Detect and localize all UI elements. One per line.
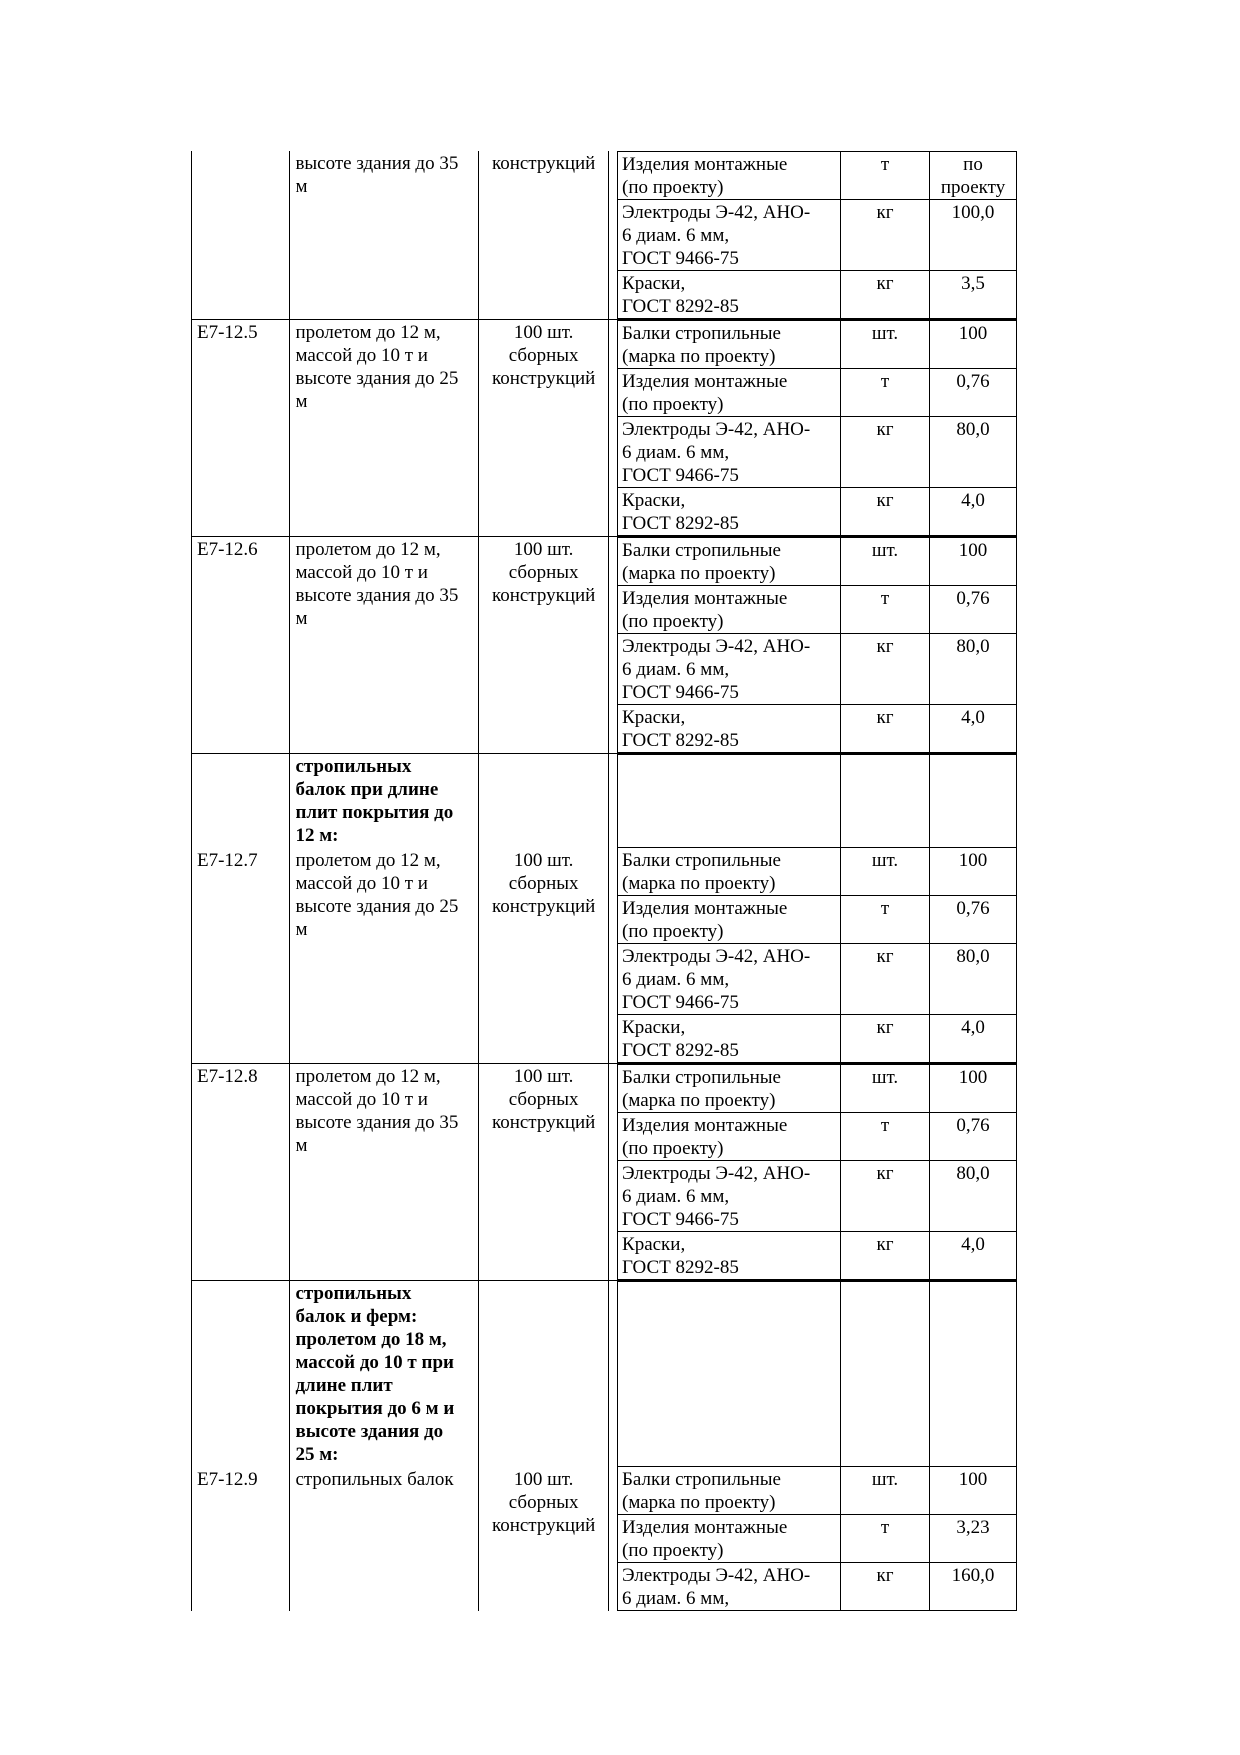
material-unit: кг bbox=[876, 636, 894, 657]
material-name-line: (марка по проекту) bbox=[622, 1090, 776, 1111]
material-row bbox=[617, 1515, 1017, 1563]
description-line: высоте здания до 25 bbox=[295, 896, 459, 917]
material-name-cell bbox=[618, 944, 840, 1014]
material-qty-cell bbox=[929, 1282, 1016, 1466]
measure-unit-line: сборных bbox=[508, 345, 579, 366]
description-line: высоте здания до 35 bbox=[295, 1112, 459, 1133]
material-qty-line: 160,0 bbox=[951, 1565, 995, 1586]
unit-cell bbox=[478, 1064, 609, 1280]
material-unit-cell bbox=[840, 321, 929, 368]
material-row bbox=[617, 1064, 1017, 1113]
material-name-line: Электроды Э-42, АНО- bbox=[622, 946, 811, 967]
material-qty-line: 3,23 bbox=[956, 1517, 990, 1538]
unit-cell bbox=[478, 848, 609, 1063]
material-unit-cell bbox=[840, 271, 929, 318]
material-name-line: ГОСТ 9466-75 bbox=[622, 992, 739, 1013]
material-row bbox=[617, 271, 1017, 319]
material-name-cell bbox=[618, 1015, 840, 1062]
description-cell bbox=[289, 848, 478, 1063]
material-name-line: ГОСТ 9466-75 bbox=[622, 1209, 739, 1230]
material-unit-cell bbox=[840, 538, 929, 585]
material-row bbox=[617, 1232, 1017, 1280]
measure-unit-line: 100 шт. bbox=[513, 322, 574, 343]
material-qty-cell bbox=[929, 488, 1016, 535]
material-qty-line: 100 bbox=[958, 323, 988, 344]
material-name-line: (по проекту) bbox=[622, 921, 724, 942]
material-row bbox=[617, 369, 1017, 417]
material-row bbox=[617, 896, 1017, 944]
material-qty-cell bbox=[929, 152, 1016, 199]
section-heading-text: пролетом до 18 м, bbox=[295, 1329, 447, 1350]
material-unit: шт. bbox=[871, 540, 899, 561]
material-unit: т bbox=[880, 371, 890, 392]
item-code: Е7-12.7 bbox=[197, 850, 258, 871]
measure-unit-line: сборных bbox=[508, 1492, 579, 1513]
material-row bbox=[617, 151, 1017, 200]
material-name-cell bbox=[618, 1515, 840, 1562]
material-qty-line: 4,0 bbox=[961, 1017, 985, 1038]
material-name-line: (по проекту) bbox=[622, 394, 724, 415]
material-unit-cell bbox=[840, 200, 929, 270]
material-qty-cell bbox=[929, 634, 1016, 704]
materials-block bbox=[617, 848, 1017, 1063]
material-name-cell bbox=[618, 417, 840, 487]
material-unit-cell bbox=[840, 152, 929, 199]
materials-block bbox=[617, 320, 1017, 536]
material-unit-cell bbox=[840, 634, 929, 704]
material-row bbox=[617, 848, 1017, 896]
material-unit: кг bbox=[876, 202, 894, 223]
material-unit: т bbox=[880, 1517, 890, 1538]
material-qty-cell bbox=[929, 369, 1016, 416]
item-code: Е7-12.5 bbox=[197, 322, 258, 343]
material-name-line: 6 диам. 6 мм, bbox=[622, 442, 730, 463]
material-name-cell bbox=[618, 1113, 840, 1160]
section-heading-text: стропильных bbox=[295, 756, 412, 777]
material-name-cell bbox=[618, 896, 840, 943]
material-qty-line: 100 bbox=[958, 850, 988, 871]
material-unit-cell bbox=[840, 705, 929, 752]
material-row bbox=[617, 1467, 1017, 1515]
material-name-line: ГОСТ 8292-85 bbox=[622, 513, 739, 534]
material-name-cell bbox=[618, 488, 840, 535]
heading-cell bbox=[289, 754, 478, 848]
measure-unit-line: конструкций bbox=[491, 1515, 596, 1536]
material-name-cell bbox=[618, 755, 840, 847]
material-name-line: Электроды Э-42, АНО- bbox=[622, 202, 811, 223]
material-unit-cell bbox=[840, 1113, 929, 1160]
description-line: пролетом до 12 м, bbox=[295, 850, 441, 871]
material-qty-cell bbox=[929, 705, 1016, 752]
material-qty-line: 80,0 bbox=[956, 636, 990, 657]
material-qty-line: 100 bbox=[958, 1469, 988, 1490]
material-row bbox=[617, 634, 1017, 705]
material-qty-line: 3,5 bbox=[961, 273, 985, 294]
material-unit-cell bbox=[840, 369, 929, 416]
material-unit-cell bbox=[840, 488, 929, 535]
description-line: стропильных балок bbox=[295, 1469, 454, 1490]
item-code: Е7-12.9 bbox=[197, 1469, 258, 1490]
material-unit-cell bbox=[840, 1563, 929, 1610]
material-qty-cell bbox=[929, 848, 1016, 895]
material-name-cell bbox=[618, 1467, 840, 1514]
material-qty-line: 80,0 bbox=[956, 946, 990, 967]
material-row bbox=[617, 1113, 1017, 1161]
material-qty-cell bbox=[929, 896, 1016, 943]
material-unit-cell bbox=[840, 1467, 929, 1514]
table-row bbox=[191, 536, 1017, 753]
material-unit: кг bbox=[876, 946, 894, 967]
material-name-line: (марка по проекту) bbox=[622, 563, 776, 584]
description-line: м bbox=[295, 176, 308, 197]
material-qty-cell bbox=[929, 1467, 1016, 1514]
code-cell bbox=[191, 848, 289, 1063]
material-row bbox=[617, 320, 1017, 369]
table-row bbox=[191, 151, 1017, 319]
description-line: массой до 10 т и bbox=[295, 562, 428, 583]
measure-unit-line: конструкций bbox=[491, 368, 596, 389]
material-name-line: Электроды Э-42, АНО- bbox=[622, 636, 811, 657]
material-qty-cell bbox=[929, 1563, 1016, 1610]
material-name-line: Краски, bbox=[622, 273, 686, 294]
material-name-line: Электроды Э-42, АНО- bbox=[622, 419, 811, 440]
material-name-line: ГОСТ 9466-75 bbox=[622, 682, 739, 703]
material-unit: шт. bbox=[871, 323, 899, 344]
materials-block bbox=[617, 151, 1017, 319]
material-unit-cell bbox=[840, 1232, 929, 1279]
description-line: массой до 10 т и bbox=[295, 873, 428, 894]
materials-block bbox=[617, 1064, 1017, 1280]
measure-unit-line: 100 шт. bbox=[513, 1469, 574, 1490]
material-qty-cell bbox=[929, 538, 1016, 585]
material-name-line: Краски, bbox=[622, 1017, 686, 1038]
table-row bbox=[191, 319, 1017, 536]
material-name-cell bbox=[618, 1161, 840, 1231]
material-qty-cell bbox=[929, 944, 1016, 1014]
unit-cell bbox=[478, 320, 609, 536]
material-row bbox=[617, 1161, 1017, 1232]
code-cell bbox=[191, 537, 289, 753]
measure-unit-line: конструкций bbox=[491, 1112, 596, 1133]
material-qty-line: 0,76 bbox=[956, 371, 990, 392]
measure-unit-line: сборных bbox=[508, 562, 579, 583]
material-name-line: Изделия монтажные bbox=[622, 1115, 788, 1136]
section-heading-row bbox=[191, 1280, 1017, 1467]
description-line: массой до 10 т и bbox=[295, 345, 428, 366]
material-name-line: Изделия монтажные bbox=[622, 588, 788, 609]
material-name-line: (марка по проекту) bbox=[622, 1492, 776, 1513]
material-unit-cell bbox=[840, 586, 929, 633]
material-row bbox=[617, 1563, 1017, 1611]
material-name-cell bbox=[618, 1065, 840, 1112]
material-name-line: 6 диам. 6 мм, bbox=[622, 1186, 730, 1207]
item-code: Е7-12.6 bbox=[197, 539, 258, 560]
material-unit: кг bbox=[876, 419, 894, 440]
unit-cell bbox=[478, 1281, 609, 1467]
material-unit: кг bbox=[876, 490, 894, 511]
material-qty-cell bbox=[929, 1065, 1016, 1112]
material-name-line: ГОСТ 9466-75 bbox=[622, 248, 739, 269]
material-name-cell bbox=[618, 1563, 840, 1610]
material-name-cell bbox=[618, 200, 840, 270]
material-name-cell bbox=[618, 705, 840, 752]
material-name-line: 6 диам. 6 мм, bbox=[622, 225, 730, 246]
unit-cell bbox=[478, 1467, 609, 1611]
material-unit: кг bbox=[876, 1565, 894, 1586]
material-name-line: ГОСТ 8292-85 bbox=[622, 1257, 739, 1278]
heading-cell bbox=[289, 1281, 478, 1467]
material-qty-line: 100 bbox=[958, 1067, 988, 1088]
material-name-cell bbox=[618, 538, 840, 585]
code-cell bbox=[191, 151, 289, 319]
material-qty-cell bbox=[929, 1015, 1016, 1062]
material-name-line: (марка по проекту) bbox=[622, 873, 776, 894]
material-unit: кг bbox=[876, 707, 894, 728]
materials-block bbox=[617, 1467, 1017, 1611]
measure-unit-line: конструкций bbox=[491, 153, 596, 174]
material-row bbox=[617, 1281, 1017, 1467]
section-heading-text: покрытия до 6 м и bbox=[295, 1398, 455, 1419]
material-qty-cell bbox=[929, 417, 1016, 487]
material-qty-line: 100 bbox=[958, 540, 988, 561]
material-unit: т bbox=[880, 588, 890, 609]
material-name-line: 6 диам. 6 мм, bbox=[622, 659, 730, 680]
description-line: пролетом до 12 м, bbox=[295, 539, 441, 560]
material-name-line: Балки стропильные bbox=[622, 1469, 781, 1490]
description-line: высоте здания до 25 bbox=[295, 368, 459, 389]
material-name-cell bbox=[618, 369, 840, 416]
code-cell bbox=[191, 320, 289, 536]
material-unit: т bbox=[880, 1115, 890, 1136]
material-name-line: 6 диам. 6 мм, bbox=[622, 1588, 730, 1609]
section-heading-text: длине плит bbox=[295, 1375, 393, 1396]
measure-unit-line: 100 шт. bbox=[513, 539, 574, 560]
material-row bbox=[617, 754, 1017, 848]
section-heading-text: 25 м: bbox=[295, 1444, 339, 1465]
section-heading-row bbox=[191, 753, 1017, 848]
material-name-line: Электроды Э-42, АНО- bbox=[622, 1163, 811, 1184]
norms-table bbox=[191, 151, 1017, 1611]
material-name-line: Краски, bbox=[622, 490, 686, 511]
section-heading-text: плит покрытия до bbox=[295, 802, 454, 823]
material-name-line: (по проекту) bbox=[622, 177, 724, 198]
material-qty-line: проекту bbox=[940, 177, 1006, 198]
material-unit: т bbox=[880, 898, 890, 919]
material-name-line: Краски, bbox=[622, 707, 686, 728]
material-qty-line: 0,76 bbox=[956, 1115, 990, 1136]
section-heading-text: стропильных bbox=[295, 1283, 412, 1304]
material-row bbox=[617, 944, 1017, 1015]
material-unit: кг bbox=[876, 1234, 894, 1255]
code-cell bbox=[191, 1467, 289, 1611]
item-code: Е7-12.8 bbox=[197, 1066, 258, 1087]
description-line: м bbox=[295, 391, 308, 412]
table-row bbox=[191, 1467, 1017, 1611]
material-name-line: ГОСТ 8292-85 bbox=[622, 730, 739, 751]
material-name-line: Изделия монтажные bbox=[622, 154, 788, 175]
material-qty-cell bbox=[929, 586, 1016, 633]
material-unit: кг bbox=[876, 1017, 894, 1038]
unit-cell bbox=[478, 537, 609, 753]
material-unit-cell bbox=[840, 1161, 929, 1231]
description-cell bbox=[289, 1467, 478, 1611]
table-row bbox=[191, 848, 1017, 1063]
material-unit-cell bbox=[840, 417, 929, 487]
description-cell bbox=[289, 320, 478, 536]
measure-unit-line: 100 шт. bbox=[513, 1066, 574, 1087]
description-line: высоте здания до 35 bbox=[295, 153, 459, 174]
material-name-cell bbox=[618, 1282, 840, 1466]
description-line: м bbox=[295, 1135, 308, 1156]
material-row bbox=[617, 586, 1017, 634]
materials-block bbox=[617, 1281, 1017, 1467]
material-unit-cell bbox=[840, 1282, 929, 1466]
material-name-cell bbox=[618, 848, 840, 895]
material-qty-cell bbox=[929, 1161, 1016, 1231]
material-row bbox=[617, 537, 1017, 586]
material-qty-line: 0,76 bbox=[956, 588, 990, 609]
material-row bbox=[617, 1015, 1017, 1063]
material-name-line: (марка по проекту) bbox=[622, 346, 776, 367]
materials-block bbox=[617, 754, 1017, 848]
material-qty-cell bbox=[929, 1515, 1016, 1562]
material-name-cell bbox=[618, 271, 840, 318]
material-qty-line: 0,76 bbox=[956, 898, 990, 919]
material-qty-cell bbox=[929, 755, 1016, 847]
section-heading-text: балок и ферм: bbox=[295, 1306, 418, 1327]
measure-unit-line: сборных bbox=[508, 873, 579, 894]
measure-unit-line: 100 шт. bbox=[513, 850, 574, 871]
description-line: м bbox=[295, 608, 308, 629]
material-name-line: Краски, bbox=[622, 1234, 686, 1255]
material-row bbox=[617, 705, 1017, 753]
material-row bbox=[617, 200, 1017, 271]
section-heading-text: высоте здания до bbox=[295, 1421, 444, 1442]
material-name-line: Электроды Э-42, АНО- bbox=[622, 1565, 811, 1586]
material-name-line: (по проекту) bbox=[622, 1540, 724, 1561]
material-unit-cell bbox=[840, 944, 929, 1014]
material-qty-line: 80,0 bbox=[956, 1163, 990, 1184]
code-cell bbox=[191, 1281, 289, 1467]
section-heading-text: балок при длине bbox=[295, 779, 439, 800]
unit-cell bbox=[478, 151, 609, 319]
material-qty-cell bbox=[929, 1113, 1016, 1160]
material-name-line: Балки стропильные bbox=[622, 540, 781, 561]
material-unit-cell bbox=[840, 1065, 929, 1112]
section-heading-text: 12 м: bbox=[295, 825, 339, 846]
material-qty-line: 4,0 bbox=[961, 707, 985, 728]
material-name-line: Изделия монтажные bbox=[622, 371, 788, 392]
material-qty-line: 4,0 bbox=[961, 490, 985, 511]
material-unit-cell bbox=[840, 755, 929, 847]
code-cell bbox=[191, 754, 289, 848]
description-cell bbox=[289, 537, 478, 753]
description-line: высоте здания до 35 bbox=[295, 585, 459, 606]
material-unit: т bbox=[880, 154, 890, 175]
material-qty-line: 100,0 bbox=[951, 202, 995, 223]
material-qty-cell bbox=[929, 321, 1016, 368]
table-row bbox=[191, 1063, 1017, 1280]
material-name-line: Изделия монтажные bbox=[622, 898, 788, 919]
material-name-line: Балки стропильные bbox=[622, 850, 781, 871]
material-name-line: ГОСТ 8292-85 bbox=[622, 296, 739, 317]
material-unit: шт. bbox=[871, 1469, 899, 1490]
material-unit: шт. bbox=[871, 850, 899, 871]
material-unit-cell bbox=[840, 1015, 929, 1062]
material-name-line: Изделия монтажные bbox=[622, 1517, 788, 1538]
material-qty-cell bbox=[929, 200, 1016, 270]
material-name-line: ГОСТ 9466-75 bbox=[622, 465, 739, 486]
materials-block bbox=[617, 537, 1017, 753]
description-cell bbox=[289, 1064, 478, 1280]
material-qty-cell bbox=[929, 271, 1016, 318]
material-unit: шт. bbox=[871, 1067, 899, 1088]
material-unit-cell bbox=[840, 896, 929, 943]
material-qty-line: 80,0 bbox=[956, 419, 990, 440]
material-unit: кг bbox=[876, 1163, 894, 1184]
material-name-line: Балки стропильные bbox=[622, 323, 781, 344]
measure-unit-line: конструкций bbox=[491, 896, 596, 917]
material-name-line: (по проекту) bbox=[622, 611, 724, 632]
material-name-cell bbox=[618, 1232, 840, 1279]
material-qty-line: по bbox=[963, 154, 983, 175]
section-heading-text: массой до 10 т при bbox=[295, 1352, 454, 1373]
material-unit-cell bbox=[840, 848, 929, 895]
material-qty-cell bbox=[929, 1232, 1016, 1279]
measure-unit-line: сборных bbox=[508, 1089, 579, 1110]
material-name-line: 6 диам. 6 мм, bbox=[622, 969, 730, 990]
unit-cell bbox=[478, 754, 609, 848]
material-row bbox=[617, 417, 1017, 488]
material-name-line: (по проекту) bbox=[622, 1138, 724, 1159]
code-cell bbox=[191, 1064, 289, 1280]
description-line: пролетом до 12 м, bbox=[295, 322, 441, 343]
description-line: м bbox=[295, 919, 308, 940]
material-name-cell bbox=[618, 152, 840, 199]
description-cell bbox=[289, 151, 478, 319]
material-name-line: ГОСТ 8292-85 bbox=[622, 1040, 739, 1061]
material-name-cell bbox=[618, 321, 840, 368]
description-line: массой до 10 т и bbox=[295, 1089, 428, 1110]
material-name-cell bbox=[618, 634, 840, 704]
description-line: пролетом до 12 м, bbox=[295, 1066, 441, 1087]
material-unit: кг bbox=[876, 273, 894, 294]
material-name-line: Балки стропильные bbox=[622, 1067, 781, 1088]
material-unit-cell bbox=[840, 1515, 929, 1562]
measure-unit-line: конструкций bbox=[491, 585, 596, 606]
material-name-cell bbox=[618, 586, 840, 633]
material-qty-line: 4,0 bbox=[961, 1234, 985, 1255]
material-row bbox=[617, 488, 1017, 536]
